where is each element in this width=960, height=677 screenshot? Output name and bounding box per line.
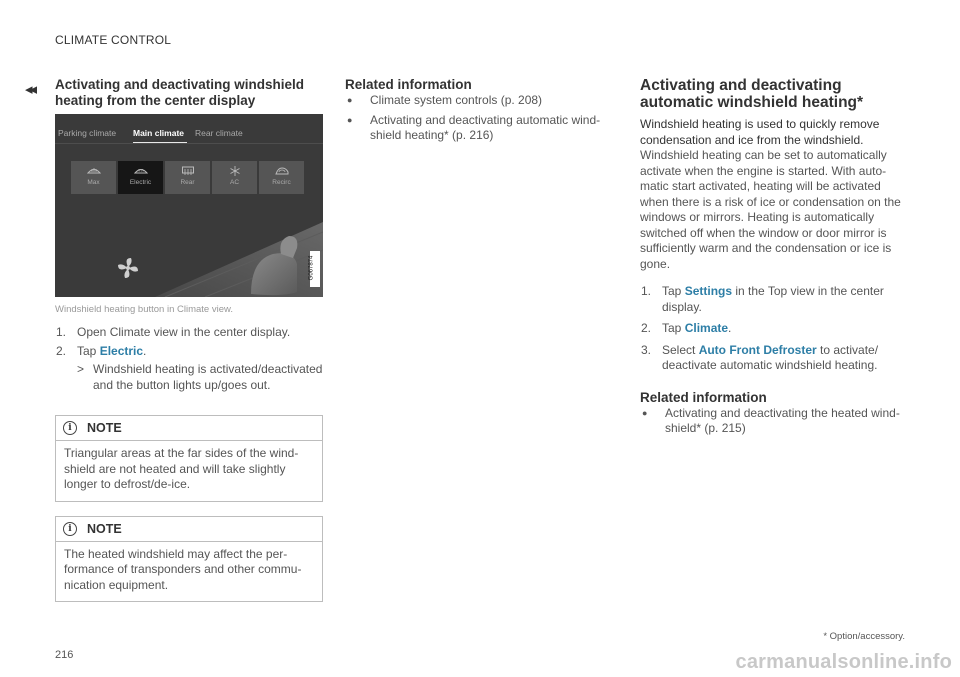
auto-front-defroster-ref: Auto Front Defroster (698, 342, 817, 357)
step: 2. Tap Electric. (56, 343, 147, 358)
image-code: G067874 (310, 251, 320, 287)
watermark: carmanualsonline.info (735, 651, 952, 673)
electric-label: Electric (129, 179, 152, 186)
climate-ref: Climate (684, 321, 729, 335)
ac-label: AC (229, 179, 240, 186)
step: 1. Tap Settings in the Top view in the center display. (641, 284, 884, 314)
related-title: Related information (640, 389, 767, 405)
tab-parking-climate: Parking climate (58, 128, 117, 138)
column-windshield-heating (55, 77, 323, 602)
climate-screen-image (55, 114, 323, 297)
tab-rear-climate: Rear climate (195, 128, 243, 138)
related-title: Related information (345, 77, 472, 92)
tab-main-climate: Main climate (133, 128, 185, 138)
info-icon: i (63, 421, 77, 435)
related-list (640, 406, 910, 437)
step-result: > Windshield heating is activated/deactivated and the button lights up/goes out. (77, 362, 323, 392)
note-title: NOTE (87, 521, 122, 536)
fan-icon (118, 258, 138, 278)
note-text: Triangular areas at the far sides of the windshield are not heated and will take slightly longer to defrost/de-ice. (64, 446, 299, 491)
related-link[interactable]: ● Activating and deactivating the heated windshield* (p. 215) (642, 405, 900, 435)
section-title: Activating and deactivating automatic windshield heating* (640, 77, 864, 111)
note-box (55, 516, 323, 603)
column-related-information (345, 77, 607, 147)
nav-back-arrows[interactable]: ◂◂ (25, 81, 35, 98)
note-box (55, 415, 323, 502)
step: 2. Tap Climate. (641, 321, 732, 335)
section-header: CLIMATE CONTROL (55, 33, 172, 47)
note-title: NOTE (87, 421, 122, 435)
step: 1. Open Climate view in the center display. (56, 325, 291, 339)
column-auto-windshield-heating (640, 77, 910, 440)
steps-list (55, 325, 323, 359)
electric-ref: Electric (99, 343, 144, 358)
section-title: Activating and deactivating windshield heating from the center display (55, 77, 305, 108)
steps-list (640, 284, 910, 374)
settings-ref: Settings (684, 284, 733, 298)
rear-label: Rear (180, 179, 195, 186)
body-paragraph: Windshield heating can be set to automatically activate when the engine is started. With automatic start activated, heating will be activated when there is a risk of ice or condensation on the windows or mirrors. Heating is automatically switched off when the window or door mirror is sufficiently warm and the condensation or ice is gone. (640, 148, 901, 271)
step: 3. Select Auto Front Defroster to activate/ deactivate automatic windshield heating. (641, 342, 879, 372)
note-text: The heated windshield may affect the performance of transponders and other communication equipment. (64, 546, 302, 592)
recirc-label: Recirc (272, 179, 291, 186)
related-list (345, 93, 607, 144)
max-label: Max (87, 179, 100, 186)
lead-paragraph: Windshield heating is used to quickly remove condensation and ice from the windshield. (640, 117, 880, 147)
airflow-illustration (55, 114, 323, 297)
info-icon: i (63, 522, 77, 536)
image-caption: Windshield heating button in Climate view. (55, 304, 233, 315)
page-number: 216 (55, 649, 74, 661)
related-link[interactable]: ● Activating and deactivating automatic windshield heating* (p. 216) (347, 112, 601, 142)
related-link[interactable]: ● Climate system controls (p. 208) (347, 93, 543, 107)
footnote: * Option/accessory. (823, 631, 905, 642)
